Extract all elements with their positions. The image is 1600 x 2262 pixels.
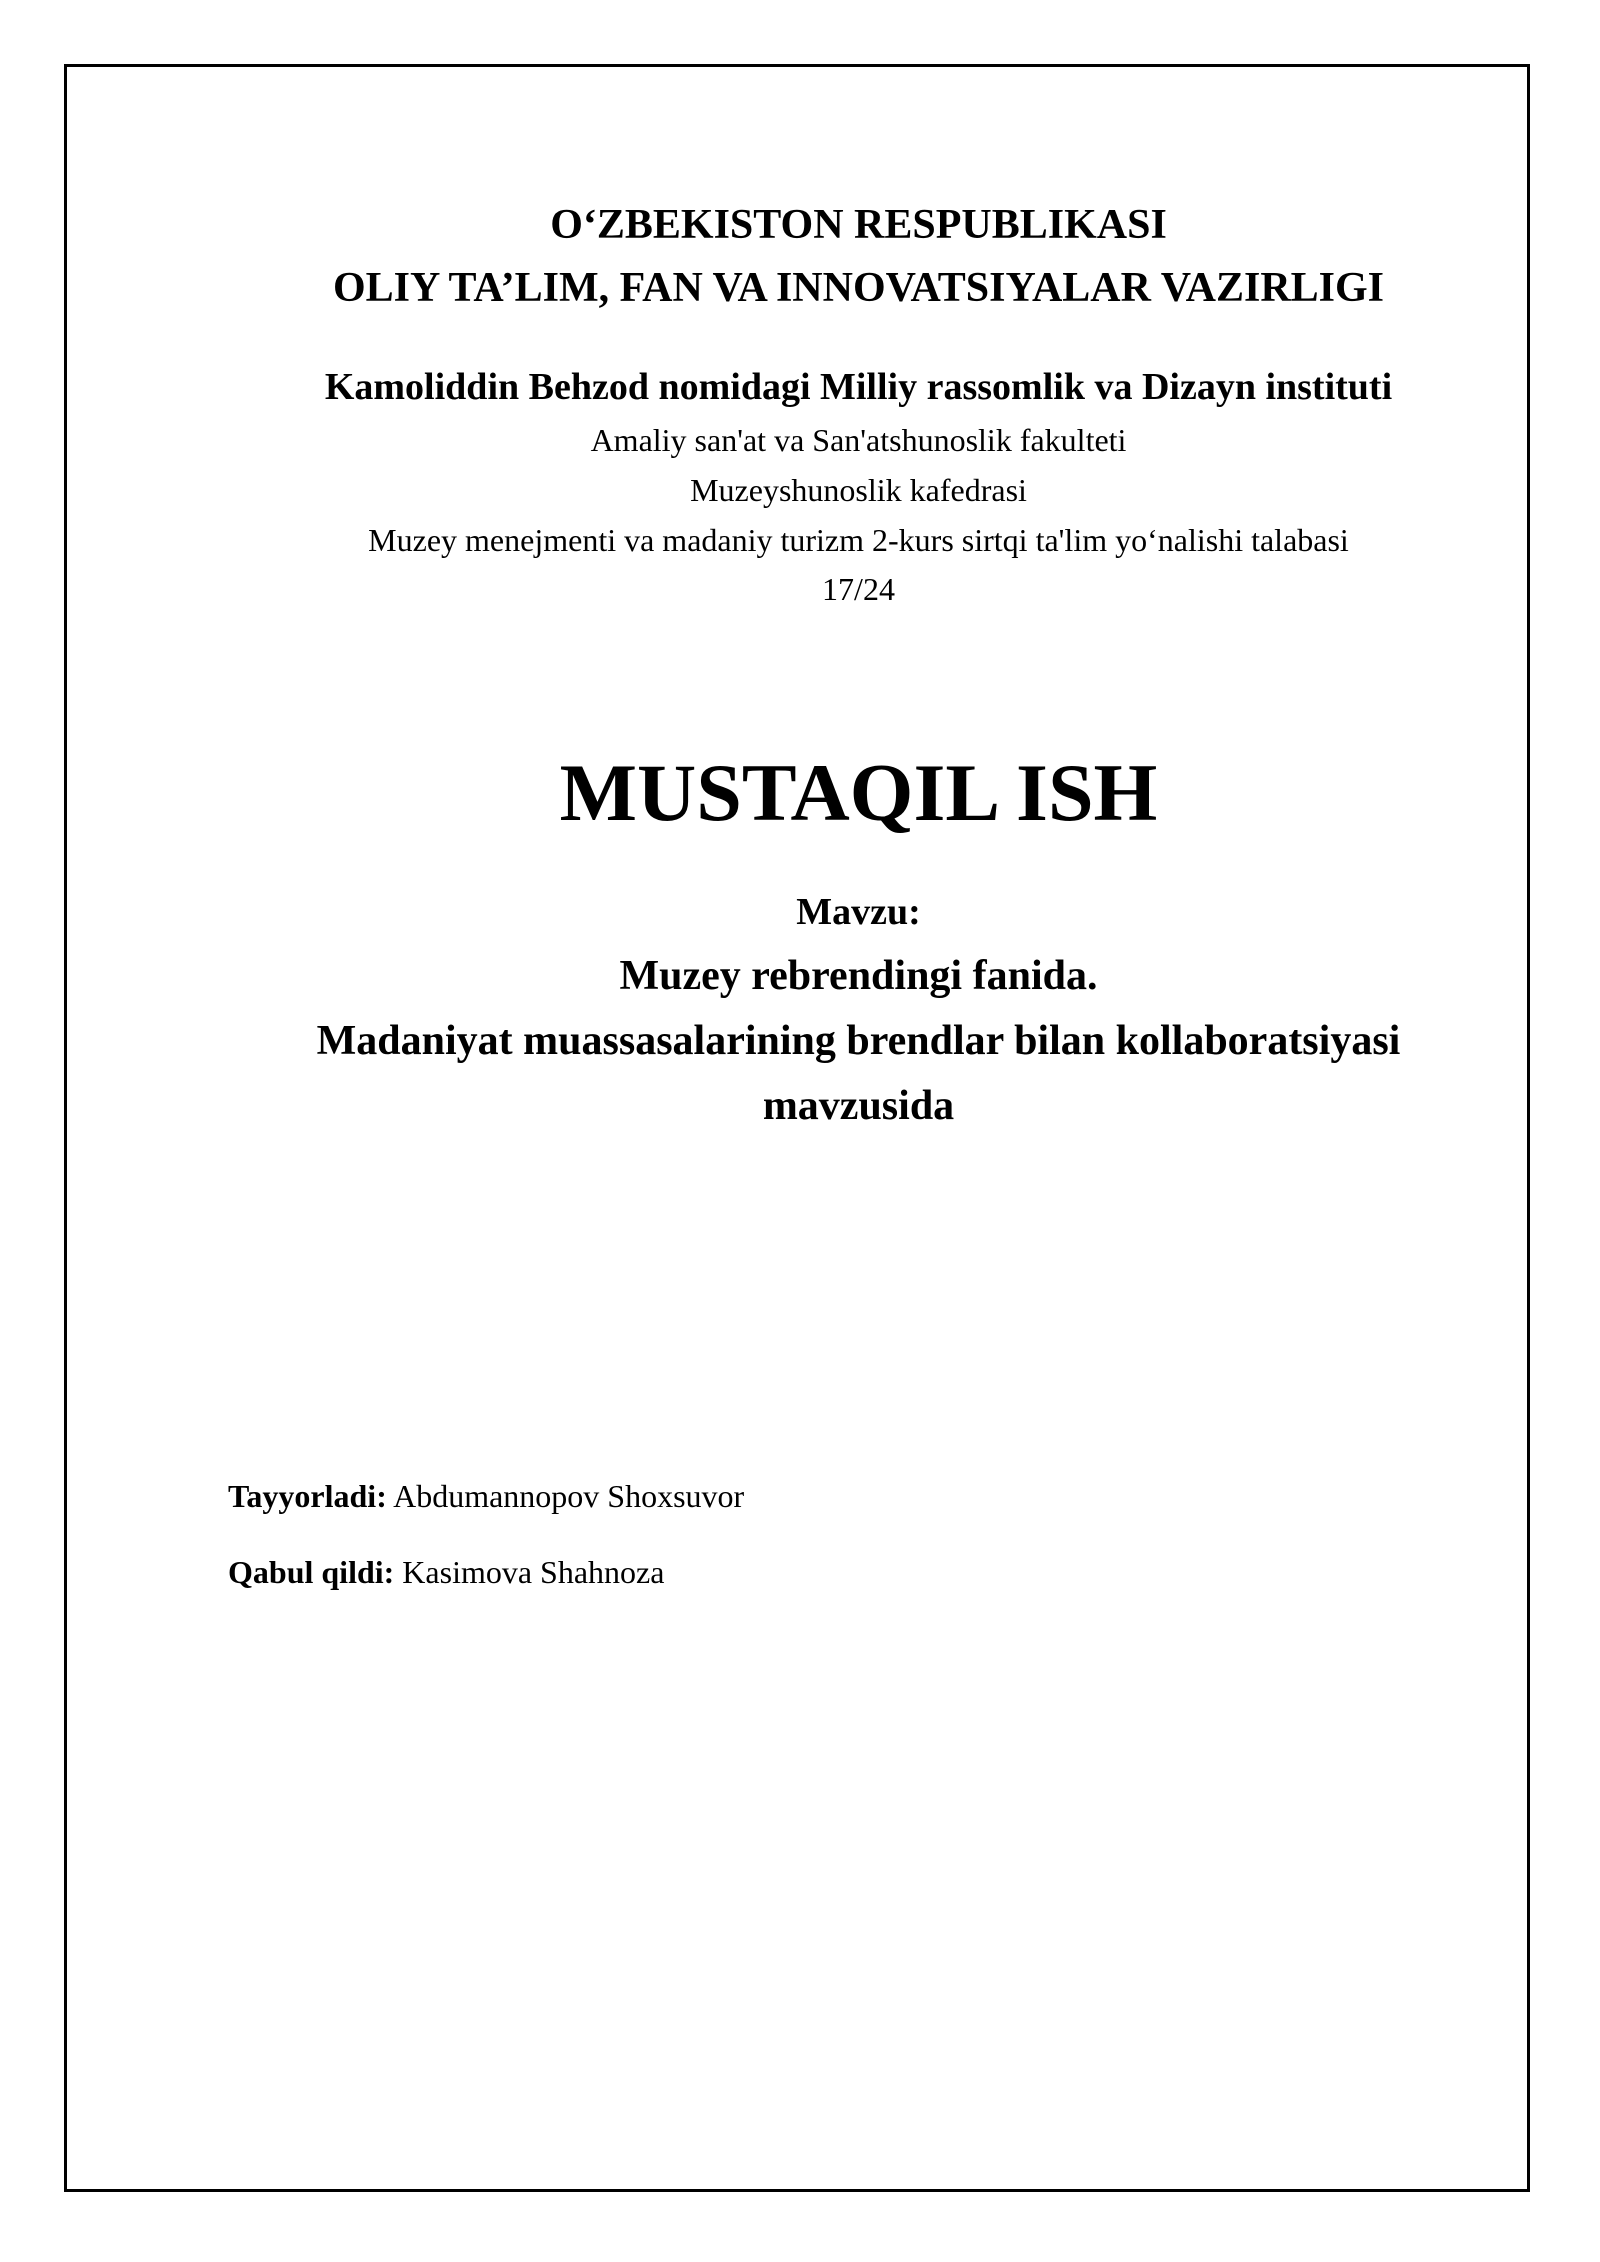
accepted-by-name: Kasimova Shahnoza bbox=[402, 1554, 665, 1590]
faculty-name: Amaliy san'at va San'atshunoslik fakulteti bbox=[590, 422, 1127, 458]
prepared-by-line bbox=[228, 1474, 744, 1518]
department-name: Muzeyshunoslik kafedrasi bbox=[690, 472, 1027, 508]
republic-heading: O‘ZBEKISTON RESPUBLIKASI bbox=[550, 202, 1167, 248]
topic-line-1: Muzey rebrendingi fanida. bbox=[619, 953, 1098, 999]
topic-label: Mavzu: bbox=[796, 891, 921, 933]
prepared-by-name: Abdumannopov Shoxsuvor bbox=[393, 1478, 745, 1514]
topic-line-2: Madaniyat muassasalarining brendlar bilan kollaboratsiyasi bbox=[316, 1018, 1401, 1064]
document-title: MUSTAQIL ISH bbox=[559, 747, 1158, 838]
topic-line-3: mavzusida bbox=[762, 1083, 955, 1129]
accepted-by-line bbox=[228, 1550, 664, 1594]
group-number: 17/24 bbox=[822, 571, 895, 607]
institute-name: Kamoliddin Behzod nomidagi Milliy rassomlik va Dizayn instituti bbox=[324, 366, 1393, 408]
prepared-by-label: Tayyorladi: bbox=[228, 1478, 387, 1514]
ministry-heading: OLIY TA’LIM, FAN VA INNOVATSIYALAR VAZIRLIGI bbox=[332, 265, 1385, 311]
program-description: Muzey menejmenti va madaniy turizm 2-kurs sirtqi ta'lim yo‘nalishi talabasi bbox=[368, 522, 1349, 558]
accepted-by-label: Qabul qildi: bbox=[228, 1554, 395, 1590]
